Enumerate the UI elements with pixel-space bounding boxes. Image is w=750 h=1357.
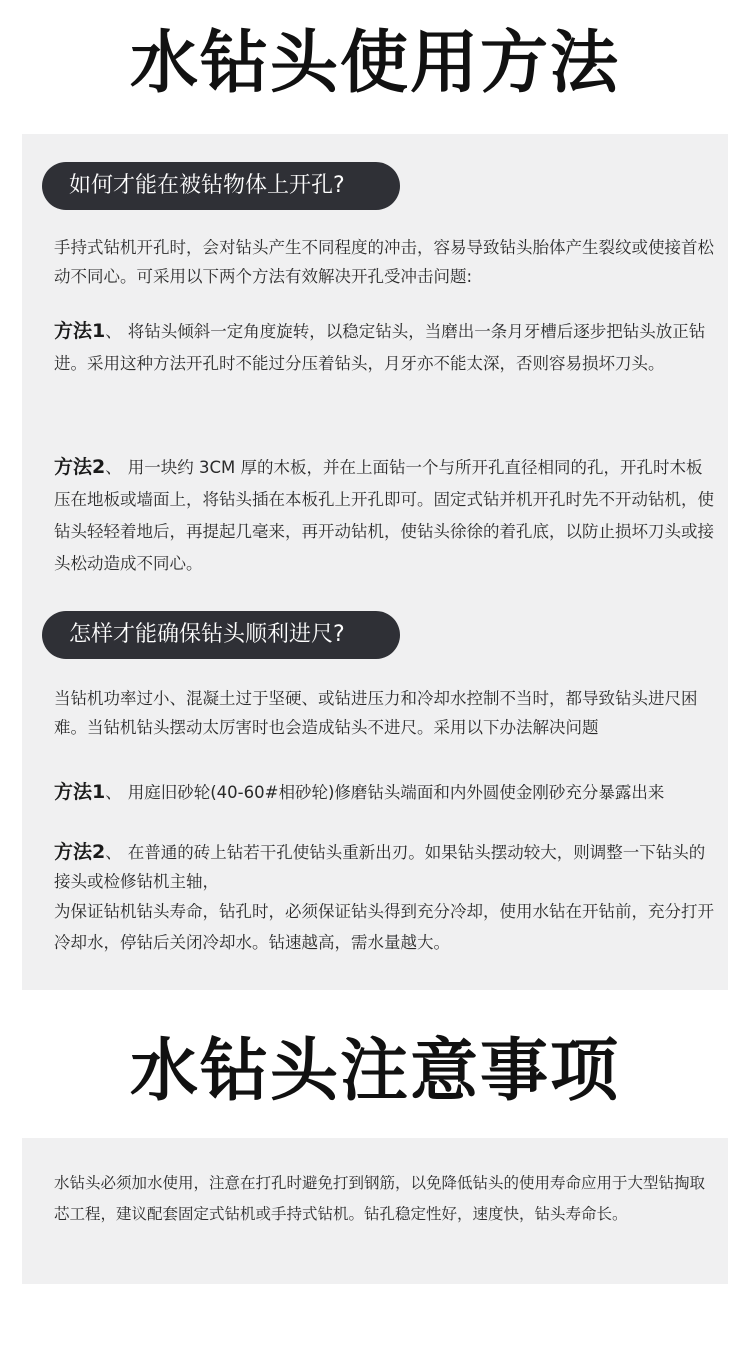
method-text: 用庭旧砂轮(40-60#相砂轮)修磨钻头端面和内外圆使金刚砂充分暴露出来 <box>127 783 665 802</box>
drilling-method-2 <box>54 451 714 580</box>
method-text: 将钻头倾斜一定角度旋转，以稳定钻头，当磨出一条月牙槽后逐步把钻头放正钻进。采用这种方法开孔时不能过分压着钻头，月牙亦不能太深，否则容易损坏刀头。 <box>54 322 706 373</box>
usage-panel <box>22 134 728 990</box>
method-separator: 、 <box>105 322 122 341</box>
method-separator: 、 <box>105 843 122 862</box>
method-label: 方法1 <box>54 320 106 342</box>
feed-method-1 <box>54 776 714 809</box>
method-separator: 、 <box>105 783 122 802</box>
cooling-note: 为保证钻机钻头寿命，钻孔时，必须保证钻头得到充分冷却，使用水钻在开钻前，充分打开冷却水，停钻后关闭冷却水。钻速越高，需水量越大。 <box>54 902 714 952</box>
question-pill-drilling: 如何才能在被钻物体上开孔? <box>42 162 400 210</box>
drilling-method-1 <box>54 315 714 380</box>
method-separator: 、 <box>105 458 122 477</box>
method-text: 在普通的砖上钻若干孔使钻头重新出刃。如果钻头摆动较大，则调整一下钻头的接头或检修钻机主轴， <box>54 843 706 891</box>
notice-title: 水钻头注意事项 <box>129 1032 620 1111</box>
notice-text: 水钻头必须加水使用，注意在打孔时避免打到钢筋，以免降低钻头的使用寿命应用于大型钻掏取芯工程，建议配套固定式钻机或手持式钻机。钻孔稳定性好，速度快，钻头寿命长。 <box>54 1174 706 1223</box>
feed-intro: 当钻机功率过小、混凝土过于坚硬、或钻进压力和冷却水控制不当时，都导致钻头进尺困难。当钻机钻头摆动太厉害时也会造成钻头不进尺。采用以下办法解决问题 <box>54 689 698 737</box>
method-text: 用一块约 3CM 厚的木板，并在上面钻一个与所开孔直径相同的孔，开孔时木板压在地板或墙面上，将钻头插在本板孔上开孔即可。固定式钻并机开孔时先不开动钻机，使钻头轻轻着地后，再提起几毫来，再开动钻机，使钻头徐徐的着孔底，以防止损坏刀头或接头松动造成不同心。 <box>54 458 714 573</box>
feed-method-2 <box>54 838 714 958</box>
question-pill-feed: 怎样才能确保钻头顺利进尺? <box>42 611 400 659</box>
notice-panel <box>22 1138 728 1284</box>
usage-title: 水钻头使用方法 <box>129 24 620 103</box>
drilling-intro: 手持式钻机开孔时，会对钻头产生不同程度的冲击，容易导致钻头胎体产生裂纹或使接首松动不同心。可采用以下两个方法有效解决开孔受冲击问题: <box>54 238 714 286</box>
method-label: 方法2 <box>54 841 106 863</box>
method-label: 方法2 <box>54 456 106 478</box>
method-label: 方法1 <box>54 781 106 803</box>
